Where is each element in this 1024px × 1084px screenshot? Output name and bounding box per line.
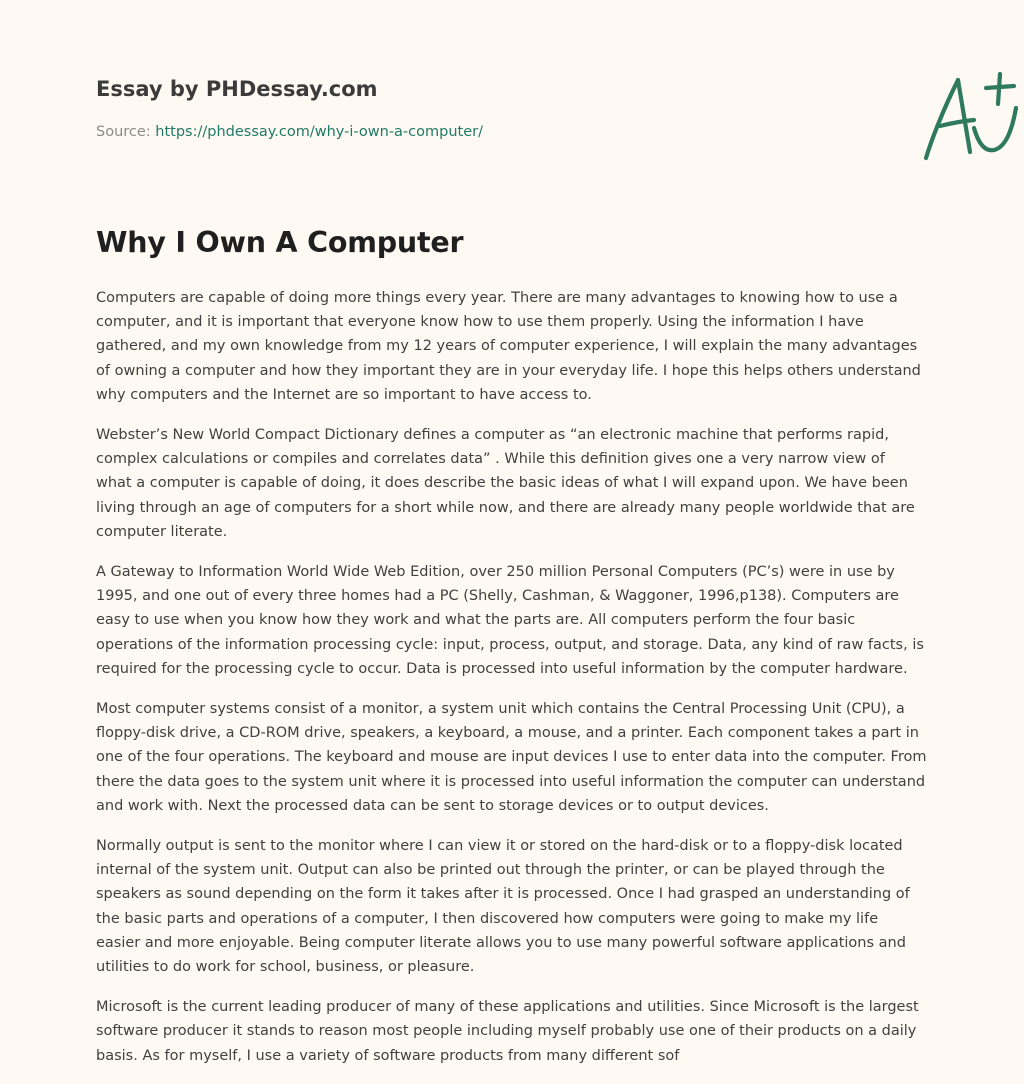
source-line [96, 124, 483, 140]
site-title: Essay by PHDessay.com [96, 77, 378, 101]
essay-paragraph [96, 697, 928, 818]
paragraph-line: there the data goes to the system unit where it is processed into useful information the computer can understand [96, 773, 926, 790]
paragraph-line: required for the processing cycle to occur. Data is processed into useful information by the computer hardware. [96, 660, 908, 677]
paragraph-line: Computers are capable of doing more things every year. There are many advantages to knowing how to use a [96, 290, 898, 306]
paragraph-line: living through an age of computers for a short while now, and there are already many people worldwide that are [96, 499, 915, 516]
paragraph-line: complex calculations or compiles and correlates data” . While this definition gives one a very narrow view of [96, 451, 885, 468]
paragraph-line: Microsoft is the current leading producer of many of these applications and utilities. Since Microsoft is the largest [96, 999, 919, 1016]
paragraph-line: easier and more enjoyable. Being computer literate allows you to use many powerful software applications and [96, 934, 906, 951]
paragraph-line: gathered, and my own knowledge from my 12 years of computer experience, I will explain the many advantages [96, 338, 918, 355]
paragraph-line: internal of the system unit. Output can also be printed out through the printer, or can be played through the [96, 862, 885, 879]
essay-paragraph [96, 560, 928, 681]
paragraph-line: Webster’s New World Compact Dictionary defines a computer as “an electronic machine that performs rapid, [96, 427, 889, 444]
paragraph-line: one of the four operations. The keyboard and mouse are input devices I use to enter data into the computer. From [96, 749, 927, 766]
paragraph-line: Most computer systems consist of a monitor, a system unit which contains the Central Processing Unit (CPU), a [96, 701, 905, 718]
paragraph-line: A Gateway to Information World Wide Web Edition, over 250 million Personal Computers (PC’s) were in use by [96, 564, 895, 581]
paragraph-line: computer, and it is important that everyone know how to use them properly. Using the information I have [96, 314, 864, 331]
paragraph-line: the basic parts and operations of a computer, I then discovered how computers were going to make my life [96, 910, 879, 927]
paragraph-line: 1995, and one out of every three homes had a PC (Shelly, Cashman, & Waggoner, 1996,p138). Computers are [96, 588, 899, 605]
paragraph-line: basis. As for myself, I use a variety of software products from many different sof [96, 1047, 680, 1064]
source-link[interactable]: https://phdessay.com/why-i-own-a-computer/ [155, 124, 483, 140]
paragraph-line: utilities to do work for school, business, or pleasure. [96, 959, 475, 976]
source-label: Source: [96, 124, 156, 140]
paragraph-line: speakers as sound depending on the form it takes after it is processed. Once I had grasped an understanding of [96, 886, 910, 903]
essay-body [96, 286, 928, 1084]
paragraph-line: operations of the information processing cycle: input, process, output, and storage. Data, any kind of raw facts, is [96, 636, 924, 653]
paragraph-line: why computers and the Internet are so important to have access to. [96, 386, 592, 403]
a-plus-logo-icon [918, 68, 1024, 164]
paragraph-line: software producer it stands to reason most people including myself probably use one of their products on a daily [96, 1023, 917, 1040]
paragraph-line: of owning a computer and how they important they are in your everyday life. I hope this helps others understand [96, 362, 921, 379]
essay-paragraph [96, 995, 928, 1068]
paragraph-line: what a computer is capable of doing, it does describe the basic ideas of what I will expand upon. We have been [96, 475, 908, 492]
paragraph-line: Normally output is sent to the monitor where I can view it or stored on the hard-disk or to a floppy-disk located [96, 838, 903, 855]
essay-paragraph [96, 423, 928, 544]
essay-paragraph [96, 286, 928, 407]
paragraph-line: easy to use when you know how they work and what the parts are. All computers perform the four basic [96, 612, 856, 629]
paragraph-line: computer literate. [96, 523, 228, 540]
paragraph-line: floppy-disk drive, a CD-ROM drive, speakers, a keyboard, a mouse, and a printer. Each component takes a part in [96, 725, 919, 742]
essay-paragraph [96, 834, 928, 979]
essay-title: Why I Own A Computer [96, 226, 464, 259]
paragraph-line: and work with. Next the processed data can be sent to storage devices or to output devices. [96, 797, 769, 814]
